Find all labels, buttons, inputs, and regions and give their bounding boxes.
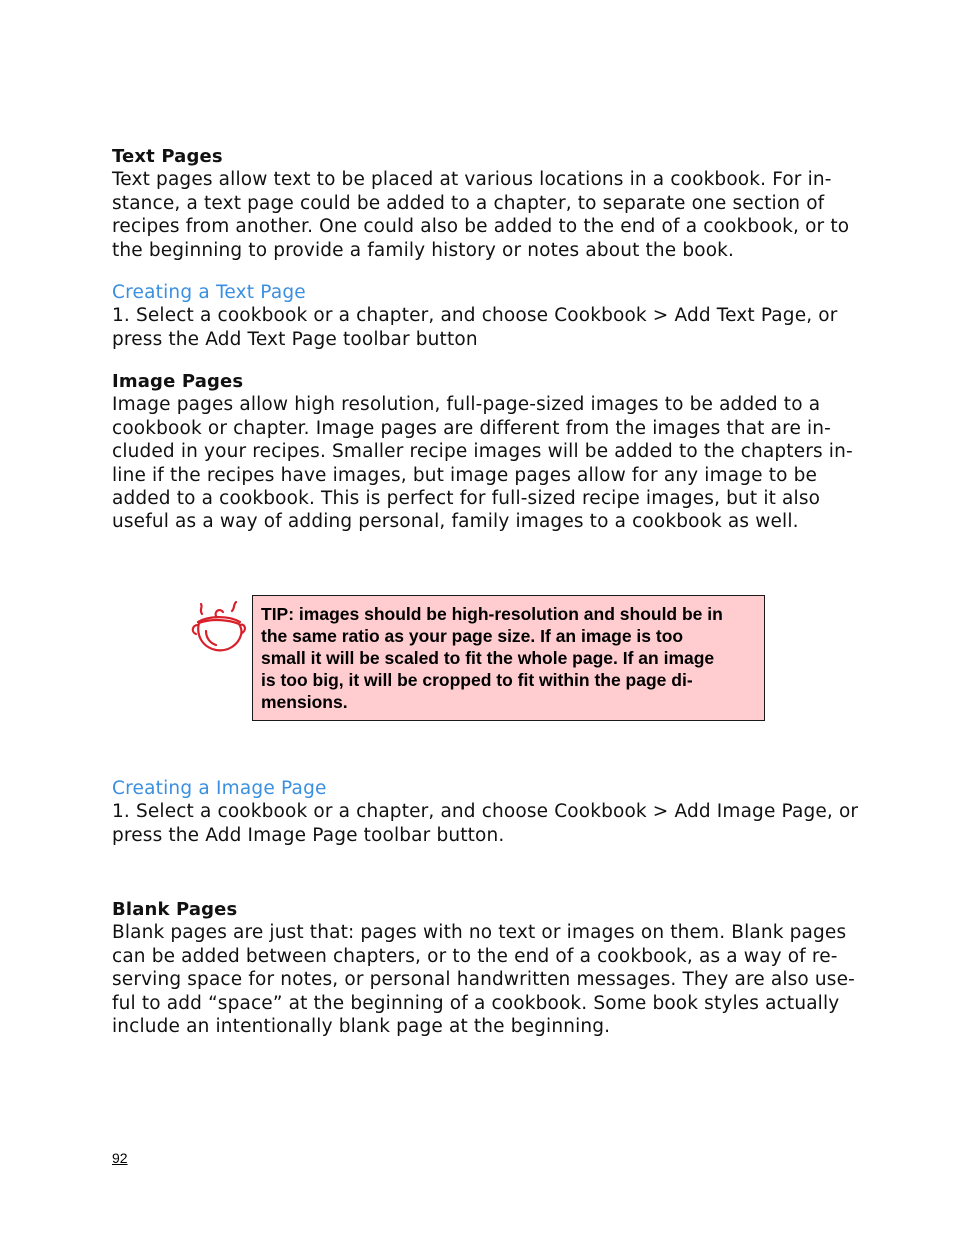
blank-pages-line: include an intentionally blank page at the beginning. bbox=[112, 1016, 611, 1038]
text-pages-heading: Text Pages bbox=[112, 146, 223, 167]
page-number: 92 bbox=[112, 1150, 128, 1166]
image-pages-line: cookbook or chapter. Image pages are different from the images that are in- bbox=[112, 417, 832, 439]
blank-pages-heading: Blank Pages bbox=[112, 899, 238, 920]
image-pages-line: cluded in your recipes. Smaller recipe images will be added to the chapters in- bbox=[112, 441, 853, 463]
blank-pages-line: can be added between chapters, or to the end of a cookbook, as a way of re- bbox=[112, 945, 838, 967]
tip-line: is too big, it will be cropped to fit within the page di- bbox=[261, 670, 693, 690]
tip-box bbox=[252, 595, 765, 721]
creating-image-page-line: 1. Select a cookbook or a chapter, and choose Cookbook > Add Image Page, or bbox=[112, 801, 859, 823]
blank-pages-line: Blank pages are just that: pages with no text or images on them. Blank pages bbox=[112, 922, 847, 944]
tip-line: the same ratio as your page size. If an image is too bbox=[261, 626, 684, 646]
image-pages-line: useful as a way of adding personal, family images to a cookbook as well. bbox=[112, 511, 799, 533]
image-pages-line: line if the recipes have images, but image pages allow for any image to be bbox=[112, 464, 818, 486]
image-pages-line: added to a cookbook. This is perfect for full-sized recipe images, but it also bbox=[112, 488, 821, 510]
creating-image-page-line: press the Add Image Page toolbar button. bbox=[112, 824, 505, 846]
tip-line: mensions. bbox=[261, 692, 348, 712]
creating-image-page-section bbox=[112, 777, 859, 847]
creating-text-page-heading: Creating a Text Page bbox=[112, 282, 306, 303]
blank-pages-section bbox=[112, 898, 855, 1038]
tip-line: TIP: images should be high-resolution and should be in bbox=[261, 604, 723, 624]
text-pages-line: the beginning to provide a family history or notes about the book. bbox=[112, 239, 735, 261]
pot-icon bbox=[190, 601, 246, 657]
tip-line: small it will be scaled to fit the whole page. If an image bbox=[261, 648, 715, 668]
image-pages-section bbox=[112, 370, 853, 534]
image-pages-heading: Image Pages bbox=[112, 371, 244, 392]
creating-image-page-heading: Creating a Image Page bbox=[112, 778, 327, 799]
image-pages-line: Image pages allow high resolution, full-page-sized images to be added to a bbox=[112, 394, 821, 416]
text-pages-line: recipes from another. One could also be added to the end of a cookbook, or to bbox=[112, 216, 850, 238]
creating-text-page-line: 1. Select a cookbook or a chapter, and choose Cookbook > Add Text Page, or bbox=[112, 305, 838, 327]
text-pages-line: Text pages allow text to be placed at various locations in a cookbook. For in- bbox=[112, 169, 832, 191]
blank-pages-line: serving space for notes, or personal handwritten messages. They are also use- bbox=[112, 969, 855, 991]
text-pages-section bbox=[112, 145, 850, 262]
blank-pages-line: ful to add “space” at the beginning of a cookbook. Some book styles actually bbox=[112, 992, 840, 1014]
creating-text-page-line: press the Add Text Page toolbar button bbox=[112, 328, 478, 350]
creating-text-page-section bbox=[112, 281, 842, 351]
text-pages-line: stance, a text page could be added to a chapter, to separate one section of bbox=[112, 192, 825, 214]
